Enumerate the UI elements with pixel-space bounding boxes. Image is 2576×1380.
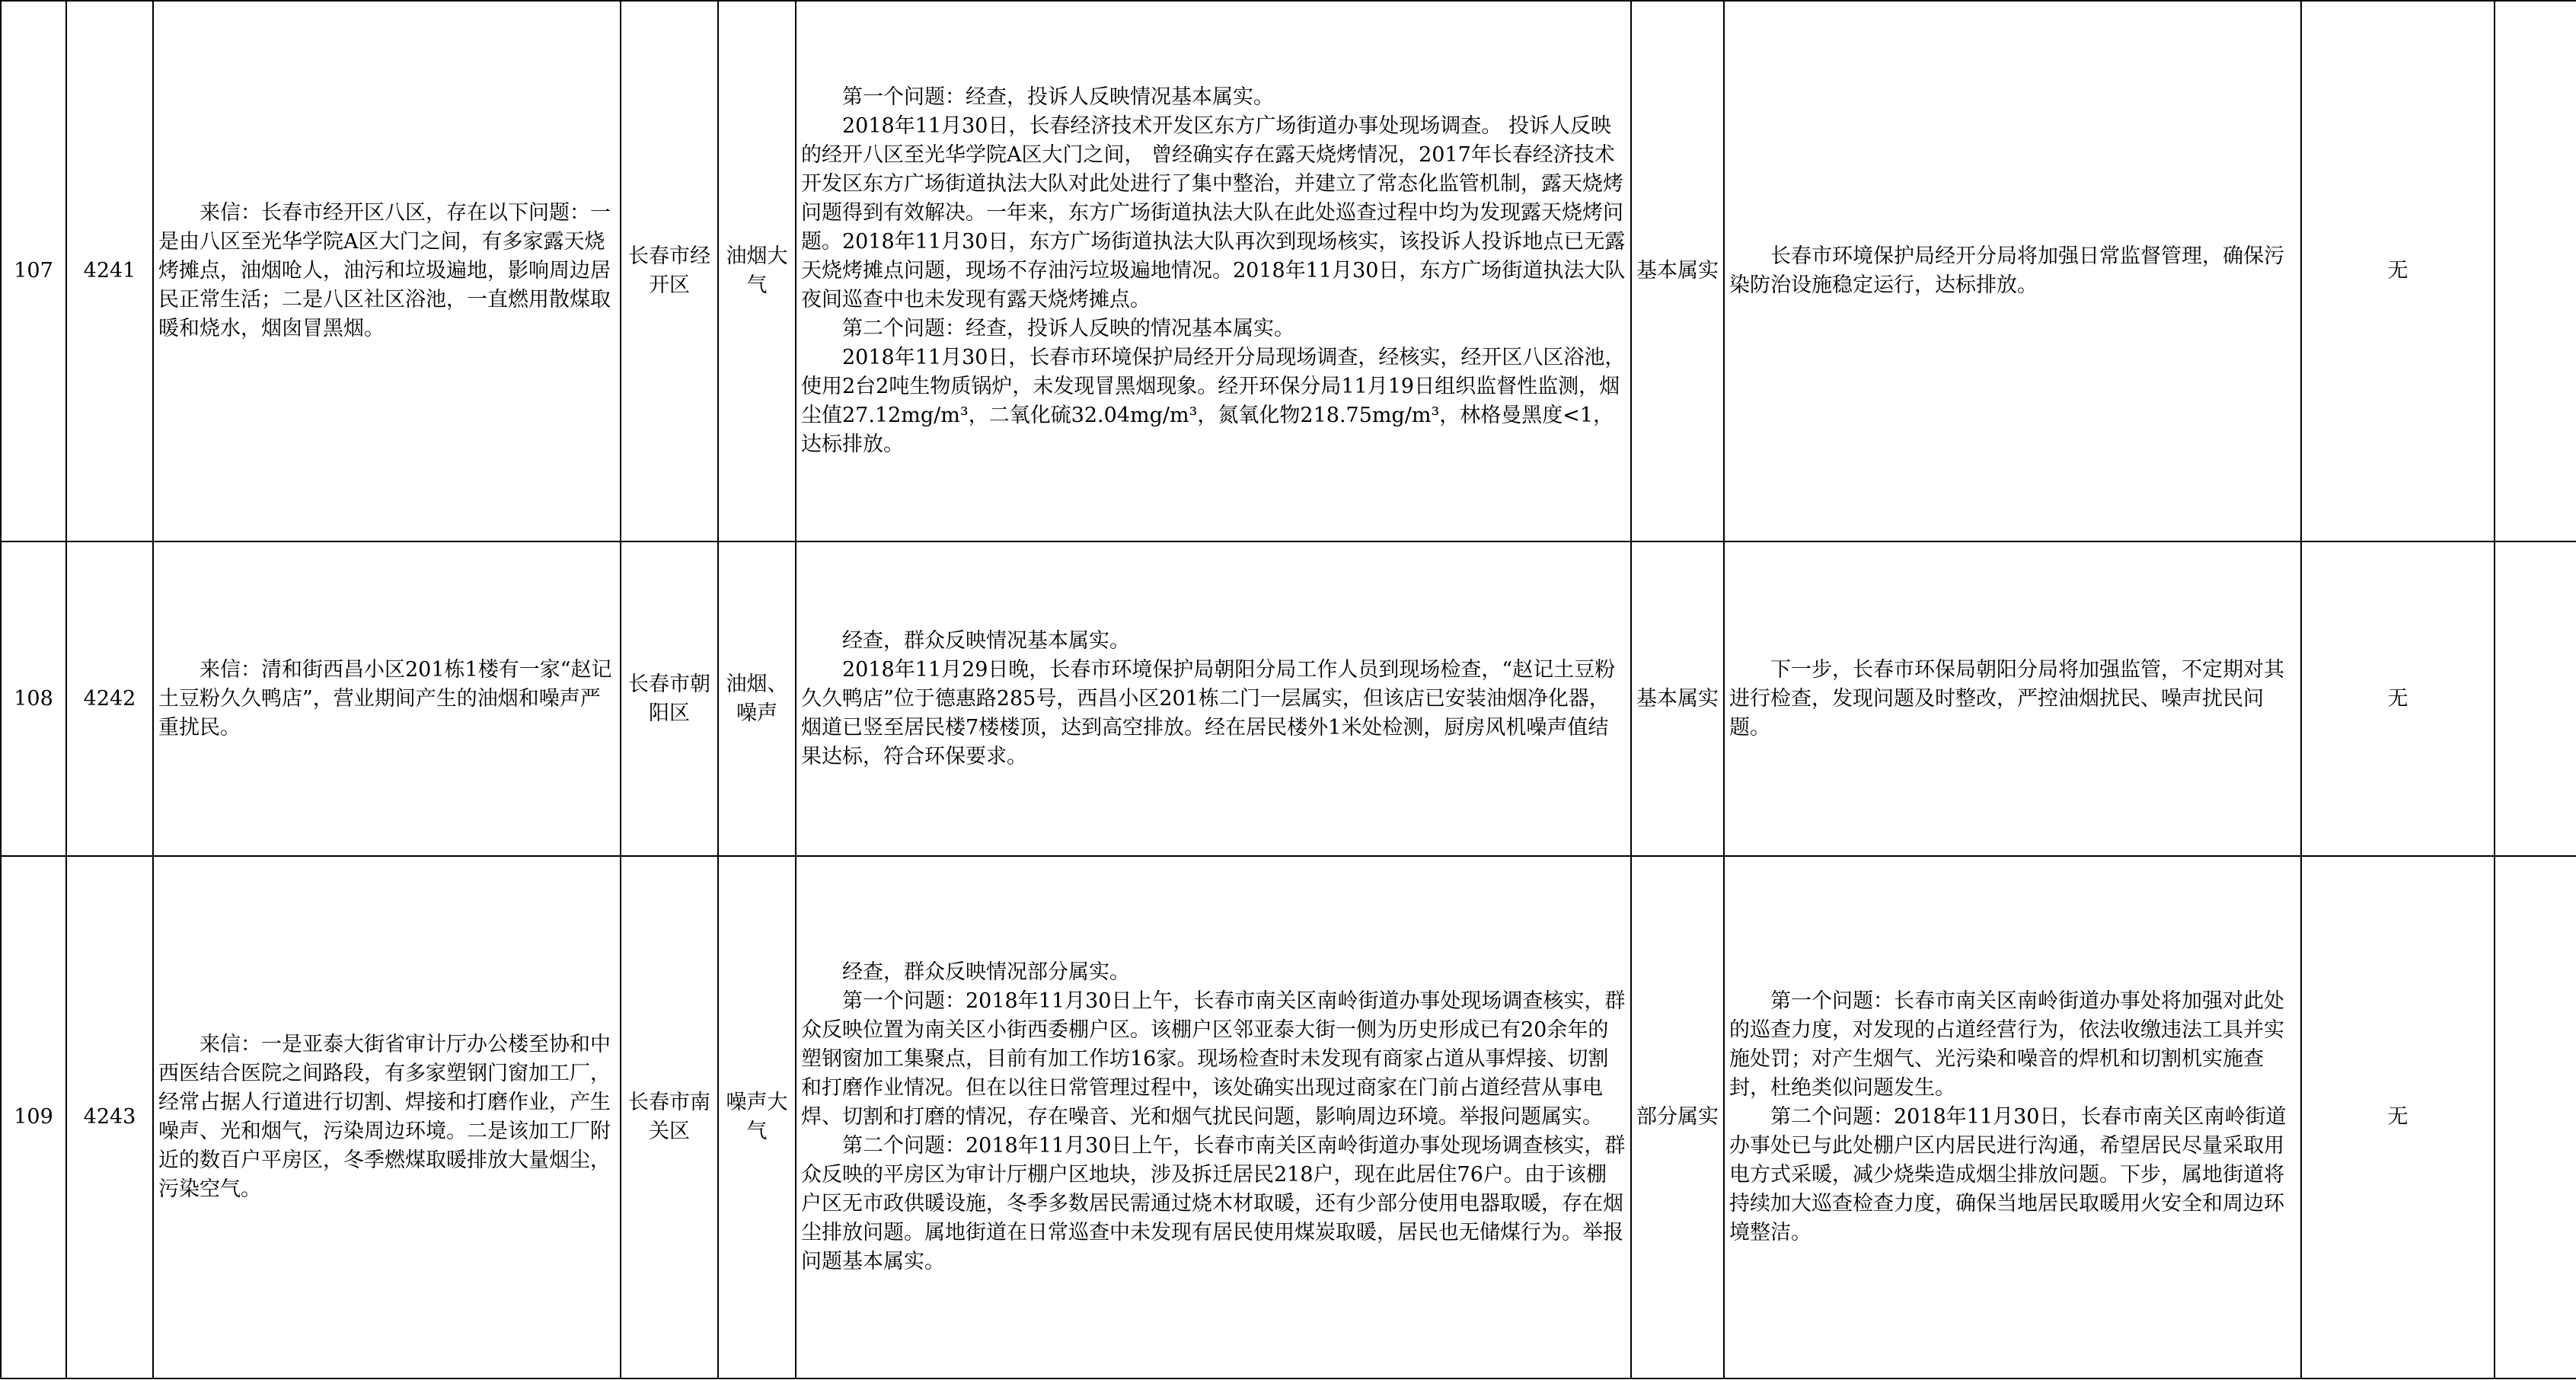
complaint-cell <box>153 856 621 1378</box>
case-id: 4242 <box>66 541 153 856</box>
findings-paragraph: 2018年11月29日晚，长春市环境保护局朝阳分局工作人员到现场检查，“赵记土豆粉久久鸭店”位于德惠路285号，西昌小区201栋二门一层属实，但该店已安装油烟净化器，烟道已竖至居民楼7楼楼顶，达到高空排放。经在居民楼外1米处检测，厨房风机噪声值结果达标，符合环保要求。 <box>801 657 1616 768</box>
handling-cell <box>1724 541 2301 856</box>
case-id: 4241 <box>66 1 153 541</box>
findings-paragraph: 2018年11月30日，长春经济技术开发区东方广场街道办事处现场调查。 投诉人反映的经开八区至光华学院A区大门之间， 曾经确实存在露天烧烤情况，2017年长春经济技术开发区东方广场街道执法大队对此处进行了集中整治，并建立了常态化监管机制，露天烧烤问题得到有效解决。一年来，东方广场街道执法大队在此处巡查过程中均为发现露天烧烤问题。2018年11月30日，东方广场街道执法大队再次到现场核实，该投诉人投诉地点已无露天烧烤摊点问题，现场不存油污垃圾遍地情况。2018年11月30日，东方广场街道执法大队夜间巡查中也未发现有露天烧烤摊点。 <box>801 114 1626 311</box>
findings-cell <box>796 541 1631 856</box>
handling-paragraph: 下一步，长春市环保局朝阳分局将加强监管，不定期对其进行检查，发现问题及时整改，严控油烟扰民、噪声扰民问题。 <box>1729 657 2284 740</box>
findings-cell <box>796 856 1631 1378</box>
extra-cell <box>2495 1 2576 541</box>
complaint-cell <box>153 1 621 541</box>
district-cell: 长春市南关区 <box>621 856 718 1378</box>
pollution-type-cell: 噪声大气 <box>718 856 796 1378</box>
district-cell: 长春市朝阳区 <box>621 541 718 856</box>
verdict-cell: 基本属实 <box>1631 541 1724 856</box>
table-row <box>1 1 2576 541</box>
row-number: 107 <box>1 1 66 541</box>
district-cell: 长春市经开区 <box>621 1 718 541</box>
table-body <box>1 1 2576 1378</box>
complaint-text: 来信：一是亚泰大街省审计厅办公楼至协和中西医结合医院之间路段，有多家塑钢门窗加工厂，经常占据人行道进行切割、焊接和打磨作业，产生噪声、光和烟气，污染周边环境。二是该加工厂附近的数百户平房区，冬季燃煤取暖排放大量烟尘，污染空气。 <box>158 1033 611 1201</box>
row-number: 109 <box>1 856 66 1378</box>
findings-paragraph: 2018年11月30日，长春市环境保护局经开分局现场调查，经核实，经开区八区浴池，使用2台2吨生物质锅炉，未发现冒黑烟现象。经开环保分局11月19日组织监督性监测，烟尘值27.12mg/m³，二氧化硫32.04mg/m³，氮氧化物218.75mg/m³，林格曼黑度<1，达标排放。 <box>801 346 1626 456</box>
findings-paragraph: 第二个问题：2018年11月30日上午，长春市南关区南岭街道办事处现场调查核实，群众反映的平房区为审计厅棚户区地块，涉及拆迁居民218户，现在此居住76户。由于该棚户区无市政供暖设施，冬季多数居民需通过烧木材取暖，还有少部分使用电器取暖，存在烟尘排放问题。属地街道在日常巡查中未发现有居民使用煤炭取暖，居民也无储煤行为。举报问题基本属实。 <box>801 1134 1626 1273</box>
extra-cell <box>2495 856 2576 1378</box>
table-row <box>1 856 2576 1378</box>
table-row <box>1 541 2576 856</box>
verdict-cell: 基本属实 <box>1631 1 1724 541</box>
handling-cell <box>1724 1 2301 541</box>
handling-cell <box>1724 856 2301 1378</box>
pollution-type-cell: 油烟大气 <box>718 1 796 541</box>
row-number: 108 <box>1 541 66 856</box>
handling-paragraph: 长春市环境保护局经开分局将加强日常监督管理，确保污染防治设施稳定运行，达标排放。 <box>1729 244 2284 297</box>
accountability-cell: 无 <box>2301 1 2495 541</box>
complaint-cell <box>153 541 621 856</box>
findings-paragraph: 第一个问题：2018年11月30日上午，长春市南关区南岭街道办事处现场调查核实，群众反映位置为南关区小街西委棚户区。该棚户区邻亚泰大街一侧为历史形成已有20余年的塑钢窗加工集聚点，目前有加工作坊16家。现场检查时未发现有商家占道从事焊接、切割和打磨作业情况。但在以往日常管理过程中，该处确实出现过商家在门前占道经营从事电焊、切割和打磨的情况，存在噪音、光和烟气扰民问题，影响周边环境。举报问题属实。 <box>801 989 1626 1129</box>
accountability-cell: 无 <box>2301 856 2495 1378</box>
findings-cell <box>796 1 1631 541</box>
handling-paragraph: 第一个问题：长春市南关区南岭街道办事处将加强对此处的巡查力度，对发现的占道经营行为，依法收缴违法工具并实施处罚；对产生烟气、光污染和噪音的焊机和切割机实施查封，杜绝类似问题发生。 <box>1729 989 2284 1100</box>
pollution-type-cell: 油烟、噪声 <box>718 541 796 856</box>
handling-paragraph: 第二个问题：2018年11月30日，长春市南关区南岭街道办事处已与此处棚户区内居民进行沟通，希望居民尽量采取用电方式采暖，减少烧柴造成烟尘排放问题。下步，属地街道将持续加大巡查检查力度，确保当地居民取暖用火安全和周边环境整洁。 <box>1729 1105 2287 1244</box>
findings-paragraph: 经查，群众反映情况基本属实。 <box>842 628 1130 653</box>
complaint-text: 来信：清和街西昌小区201栋1楼有一家“赵记土豆粉久久鸭店”，营业期间产生的油烟和噪声严重扰民。 <box>158 657 612 740</box>
extra-cell <box>2495 541 2576 856</box>
case-id: 4243 <box>66 856 153 1378</box>
findings-paragraph: 经查，群众反映情况部分属实。 <box>842 960 1130 984</box>
findings-paragraph: 第二个问题：经查，投诉人反映的情况基本属实。 <box>842 317 1294 340</box>
complaint-text: 来信：长春市经开区八区，存在以下问题：一是由八区至光华学院A区大门之间，有多家露天烧烤摊点，油烟呛人，油污和垃圾遍地，影响周边居民正常生活；二是八区社区浴池，一直燃用散煤取暖和烧水，烟囱冒黑烟。 <box>158 201 611 340</box>
verdict-cell: 部分属实 <box>1631 856 1724 1378</box>
findings-paragraph: 第一个问题：经查，投诉人反映情况基本属实。 <box>842 85 1274 109</box>
accountability-cell: 无 <box>2301 541 2495 856</box>
